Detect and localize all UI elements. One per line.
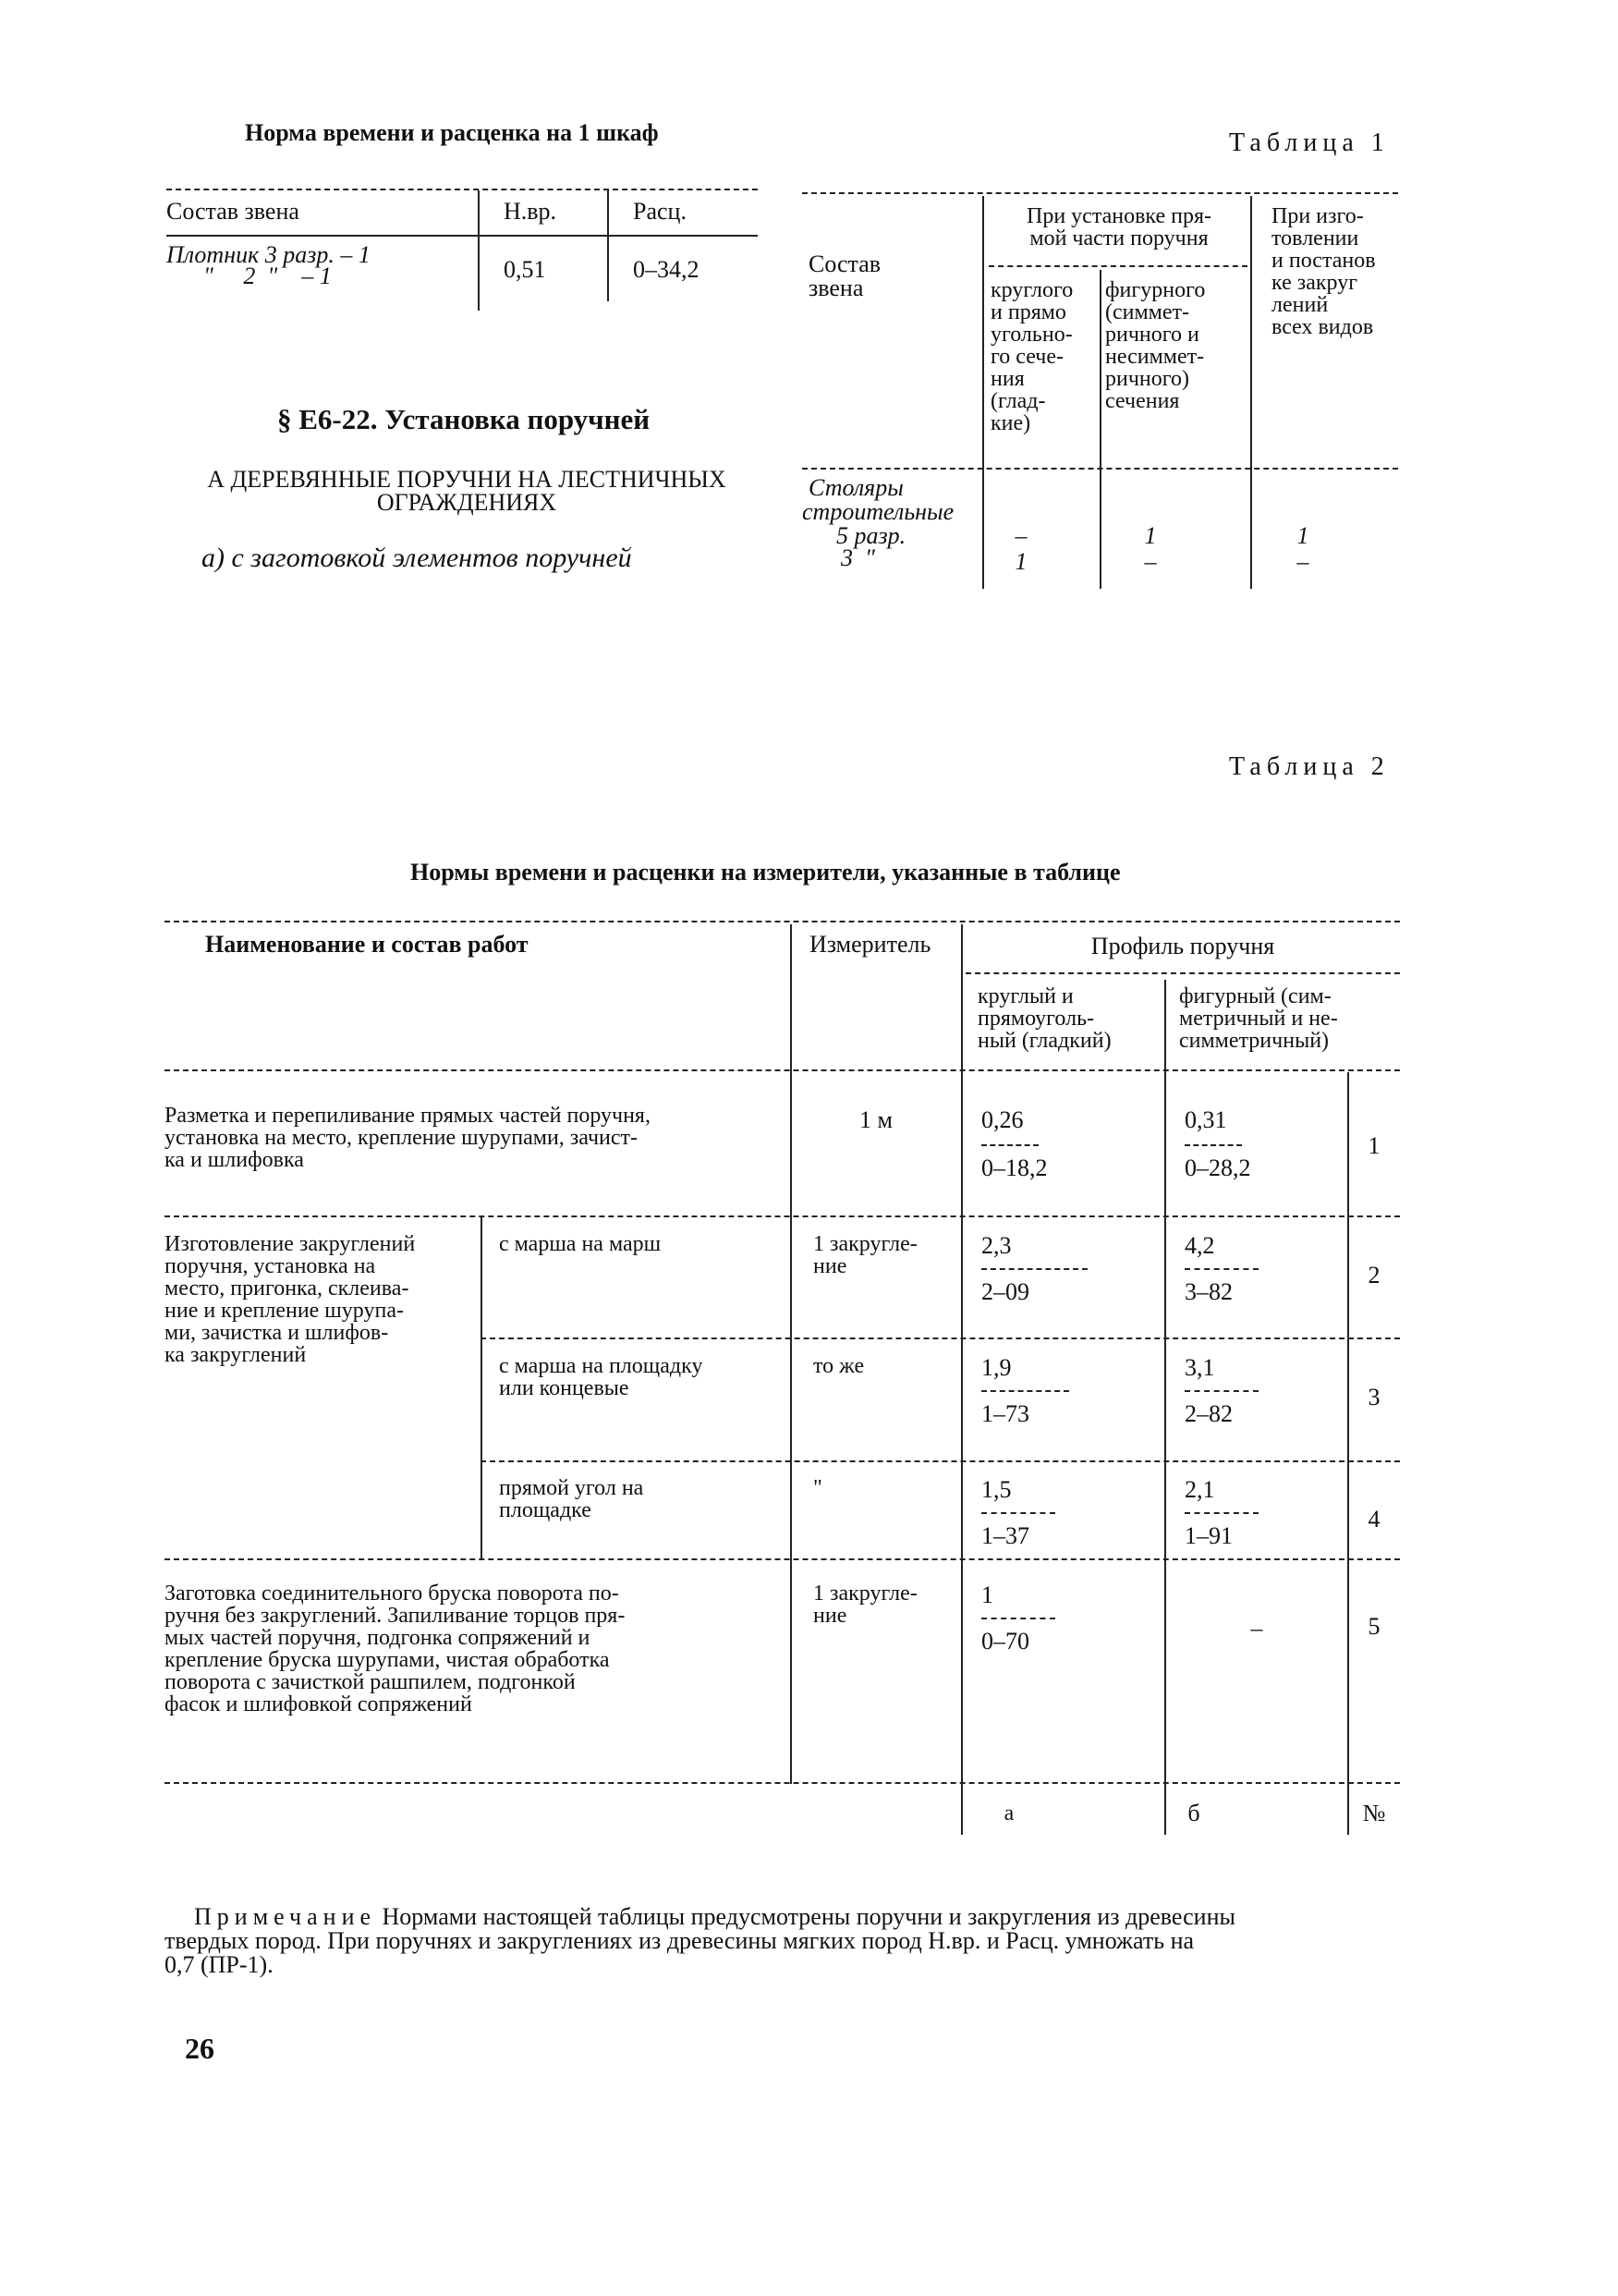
t2-r3-num: 3 — [1368, 1384, 1381, 1411]
t2-footer-a: а — [1004, 1801, 1015, 1826]
t1-row-1: Столяры — [809, 474, 904, 501]
t2-r4-a-top: 1,5 — [981, 1476, 1012, 1503]
t1-r3-round: 1 — [1015, 548, 1028, 575]
t2-h-works: Наименование и состав работ — [205, 931, 529, 958]
t2-r3-meter: то же — [813, 1354, 865, 1378]
col-nvr: Н.вр. — [504, 198, 557, 225]
note-line-1 — [194, 1904, 1235, 1929]
t1-col-round: круглого и прямо угольно- го сече- ния (глад- кие) — [991, 278, 1074, 435]
t2-r3-a-bot: 1–73 — [981, 1400, 1029, 1427]
t2-r1-num: 1 — [1368, 1132, 1381, 1159]
t2-h-round: круглый и прямоуголь- ный (гладкий) — [978, 984, 1112, 1053]
t1-col-figured: фигурного (симмет- ричного и несиммет- ричного) сечения — [1105, 278, 1206, 413]
t2-r3-b-top: 3,1 — [1185, 1354, 1215, 1381]
t1-r3-curves: – — [1296, 548, 1309, 575]
t2-r4-a-bot: 1–37 — [981, 1522, 1029, 1549]
t1-row-3: 5 разр. — [836, 522, 906, 549]
section-title: § Е6-22. Установка поручней — [277, 403, 651, 435]
page-number: 26 — [185, 2032, 214, 2065]
t2-footer-num: № — [1362, 1800, 1386, 1826]
t1-col-curves: При изго- товлении и постанов ке закруг лений всех видов — [1271, 204, 1376, 339]
t1-group-header-2: мой части поручня — [1029, 226, 1209, 250]
note-line-2: твердых пород. При поручнях и закруглениях из древесины мягких пород Н.вр. и Расц. умножать на — [164, 1927, 1195, 1954]
t2-r5-work: Заготовка соединительного бруска поворота по- ручня без закруглений. Запиливание торцов пря- мых частей поручня, подгонка сопряжений и крепление бруска шурупами, чистая обработка поворота с зачисткой рашпилем, подгонкой фасок и шлифовкой сопряжений — [164, 1582, 626, 1716]
t2-r5-a-top: 1 — [981, 1582, 993, 1608]
rasc-value: 0–34,2 — [633, 256, 700, 283]
row-line-2: " 2 " – 1 — [203, 263, 332, 289]
t2-r2-num: 2 — [1368, 1262, 1381, 1288]
t2-h-meter: Измеритель — [809, 931, 931, 958]
t1-r5-round: – — [1015, 522, 1028, 549]
t2-r4-b-bot: 1–91 — [1185, 1522, 1233, 1549]
t2-r2-a-bot: 2–09 — [981, 1278, 1029, 1305]
t2-r3-a-top: 1,9 — [981, 1354, 1012, 1381]
t1-col-composition-2: звена — [809, 275, 864, 301]
t2-r2-meter: 1 закругле- ние — [813, 1232, 918, 1278]
t2-r4-num: 4 — [1368, 1506, 1381, 1533]
note-text-1: Нормами настоящей таблицы предусмотрены поручни и закругления из древесины — [382, 1903, 1235, 1930]
t2-r4-meter: " — [813, 1476, 822, 1500]
sub-a-heading: а) с заготовкой элементов поручней — [201, 543, 632, 573]
t2-r3-b-bot: 2–82 — [1185, 1400, 1233, 1427]
norm-caption: Норма времени и расценка на 1 шкаф — [245, 119, 659, 146]
t2-r2-b-bot: 3–82 — [1185, 1278, 1233, 1305]
t2-r1-meter: 1 м — [859, 1106, 893, 1133]
t2-r5-meter: 1 закругле- ние — [813, 1582, 918, 1628]
col-rasc: Расц. — [633, 198, 687, 225]
t2-r1-a-top: 0,26 — [981, 1106, 1024, 1133]
t1-r5-figured: 1 — [1144, 522, 1157, 549]
t1-col-composition-1: Состав — [809, 250, 882, 277]
note-label: Примечание — [194, 1903, 377, 1930]
section-subtitle-1: А ДЕРЕВЯННЫЕ ПОРУЧНИ НА ЛЕСТНИЧНЫХ — [207, 466, 726, 493]
t2-r1-a-bot: 0–18,2 — [981, 1154, 1048, 1181]
t1-row-2: строительные — [802, 498, 955, 525]
row-line-1: Плотник 3 разр. – 1 — [166, 241, 371, 268]
t2-r2-b-top: 4,2 — [1185, 1232, 1215, 1259]
t2-h-profile: Профиль поручня — [1090, 933, 1275, 959]
t2-r2-a-top: 2,3 — [981, 1232, 1012, 1259]
table-1-label: Таблица 1 — [1229, 128, 1390, 157]
col-composition: Состав звена — [166, 198, 299, 225]
section-subtitle-2: ОГРАЖДЕНИЯХ — [376, 489, 557, 516]
table-2-caption: Нормы времени и расценки на измерители, указанные в таблице — [410, 859, 1121, 885]
nvr-value: 0,51 — [504, 256, 546, 283]
t1-r3-figured: – — [1144, 548, 1157, 575]
t2-r1-b-top: 0,31 — [1185, 1106, 1227, 1133]
t2-r4-sub: прямой угол на площадке — [499, 1476, 644, 1522]
t2-footer-b: б — [1187, 1800, 1200, 1826]
t2-r1-b-bot: 0–28,2 — [1185, 1154, 1251, 1181]
t2-r3-sub: с марша на площадку или концевые — [499, 1354, 703, 1400]
t1-group-header-1: При установке пря- — [1026, 204, 1212, 228]
t2-r5-num: 5 — [1368, 1613, 1381, 1640]
t1-r5-curves: 1 — [1296, 522, 1309, 549]
t2-r5-b: – — [1250, 1615, 1263, 1642]
t2-r1-work: Разметка и перепиливание прямых частей поручня, установка на место, крепление шурупами, зачист- ка и шлифовка — [164, 1104, 651, 1172]
t2-group-work: Изготовление закруглений поручня, установка на место, пригонка, склеива- ние и крепление шурупа- ми, зачистка и шлифов- ка закруглений — [164, 1232, 416, 1367]
t2-r2-sub: с марша на марш — [499, 1232, 662, 1256]
t2-r4-b-top: 2,1 — [1185, 1476, 1215, 1503]
table-2-label: Таблица 2 — [1229, 752, 1390, 781]
t2-r5-a-bot: 0–70 — [981, 1628, 1029, 1655]
t2-h-figured: фигурный (сим- метричный и не- симметричный) — [1179, 984, 1338, 1053]
note-line-3: 0,7 (ПР-1). — [164, 1951, 274, 1978]
t1-row-4: 3 " — [841, 544, 875, 571]
